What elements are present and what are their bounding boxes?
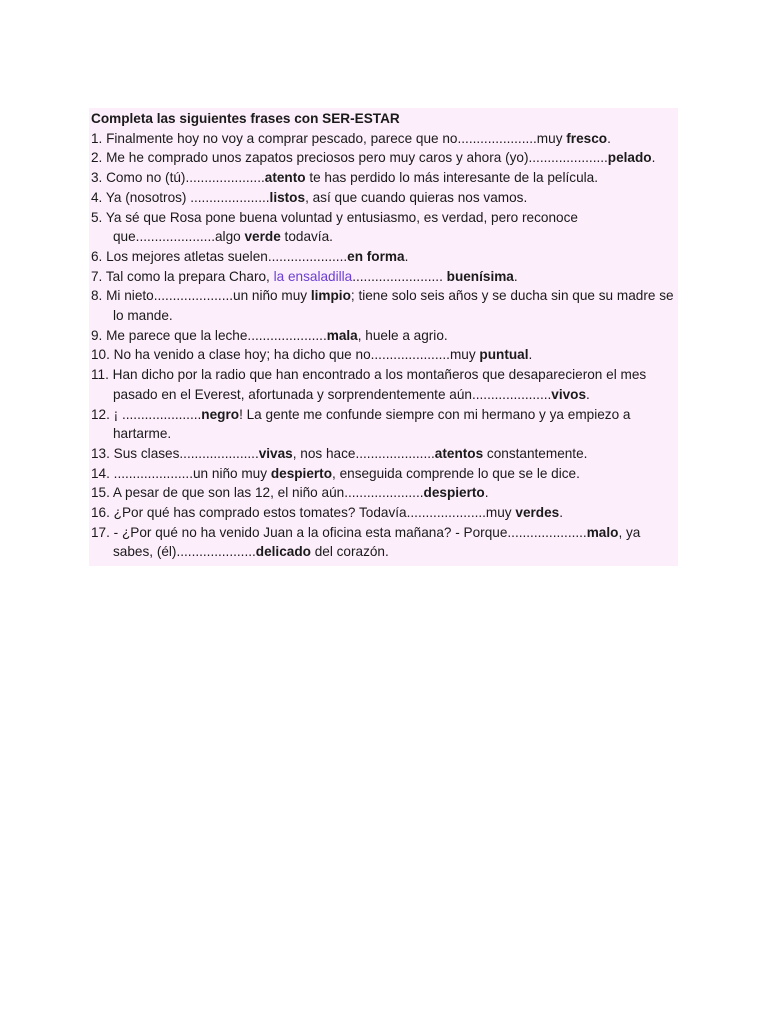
answer-word: vivas (258, 445, 293, 461)
answer-word: fresco (566, 130, 608, 146)
answer-word: mala (326, 327, 358, 343)
exercise-item: 7. Tal como la prepara Charo, la ensaladilla........................ buenísima. (91, 268, 518, 284)
answer-word: despierto (270, 465, 333, 481)
exercise-item: 12. ¡ .....................negro! La gente me confunde siempre con mi hermano y ya empiezo a hartarme. (91, 406, 631, 442)
exercise-item: 4. Ya (nosotros) .....................listos, así que cuando quieras nos vamos. (91, 189, 528, 205)
exercise-item: 14. .....................un niño muy despierto, enseguida comprende lo que se le dice. (91, 465, 580, 481)
answer-word: verde (244, 229, 281, 245)
highlighted-phrase: la ensaladilla (273, 268, 353, 284)
exercise-item: 16. ¿Por qué has comprado estos tomates? Todavía.....................muy verdes. (91, 505, 564, 521)
exercise-item: 5. Ya sé que Rosa pone buena voluntad y entusiasmo, es verdad, pero reconoce que.....................algo verde todavía. (91, 209, 578, 245)
exercise-item: 10. No ha venido a clase hoy; ha dicho que no.....................muy puntual. (91, 347, 533, 363)
exercise-item: 3. Como no (tú).....................atento te has perdido lo más interesante de la película. (91, 170, 598, 186)
exercise-item: 6. Los mejores atletas suelen.....................en forma. (91, 248, 409, 264)
answer-word: vivos (551, 386, 587, 402)
answer-word: despierto (423, 485, 485, 501)
exercise-item: 17. - ¿Por qué no ha venido Juan a la oficina esta mañana? - Porque.....................malo, ya sabes, (él).....................delicado del corazón. (91, 524, 641, 560)
answer-word: atento (264, 170, 306, 186)
answer-word: atentos (434, 445, 484, 461)
answer-word: listos (269, 189, 306, 205)
answer-word: verdes (515, 505, 560, 521)
exercise-item: 11. Han dicho por la radio que han encontrado a los montañeros que desaparecieron el mes pasado en el Everest, afortunada y sorprendentemente aún.....................vivos. (91, 367, 647, 402)
exercise-item: 8. Mi nieto.....................un niño muy limpio; tiene solo seis años y se ducha sin que su madre se lo mande. (91, 288, 674, 324)
answer-word: malo (586, 524, 619, 540)
exercise-list (91, 129, 678, 562)
answer-word: negro (201, 406, 240, 422)
answer-word: en forma (347, 248, 405, 264)
answer-word: pelado (607, 150, 652, 166)
answer-word: delicado (255, 544, 311, 560)
answer-word: limpio (310, 288, 351, 304)
exercise-item: 13. Sus clases.....................vivas, nos hace.....................atentos constantemente. (91, 445, 588, 461)
exercise-item: 15. A pesar de que son las 12, el niño aún.....................despierto. (91, 485, 489, 501)
answer-word: puntual (479, 347, 529, 363)
exercise-item: 1. Finalmente hoy no voy a comprar pescado, parece que no.....................muy fresco. (91, 130, 611, 146)
exercise-item: 9. Me parece que la leche.....................mala, huele a agrio. (91, 327, 448, 343)
exercise-box (89, 108, 678, 566)
exercise-item: 2. Me he comprado unos zapatos preciosos pero muy caros y ahora (yo).....................pelado. (91, 150, 656, 166)
answer-word: buenísima (446, 268, 514, 284)
exercise-title: Completa las siguientes frases con SER-ESTAR (91, 111, 400, 126)
